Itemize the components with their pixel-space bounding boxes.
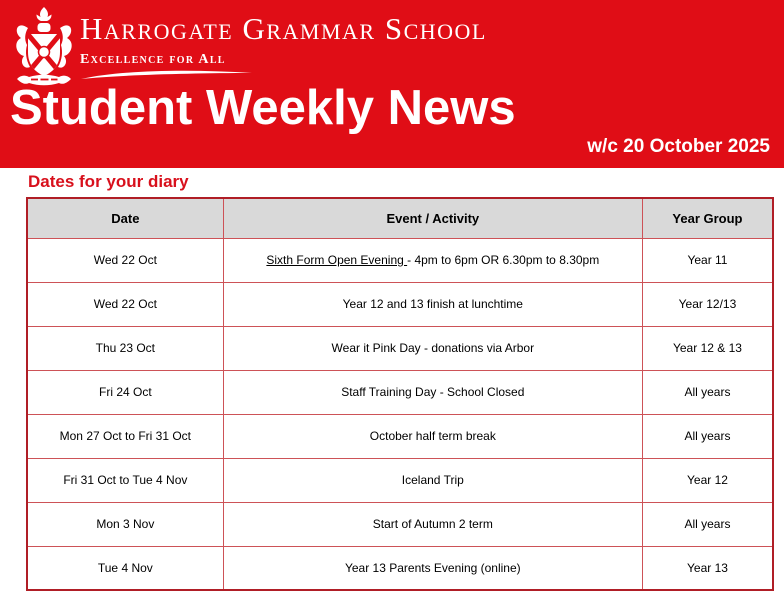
school-tagline: Excellence for All [80, 51, 226, 67]
diary-table-body [27, 238, 773, 590]
table-row [27, 326, 773, 370]
event-text: Wear it Pink Day - donations via Arbor [331, 341, 535, 355]
section-title: Dates for your diary [28, 172, 189, 191]
event-cell [223, 502, 642, 546]
event-cell [223, 458, 642, 502]
event-text: - 4pm to 6pm OR 6.30pm to 8.30pm [407, 253, 600, 267]
table-row [27, 546, 773, 590]
table-header-row [27, 198, 773, 238]
date-cell: Mon 27 Oct to Fri 31 Oct [27, 414, 223, 458]
column-header-year-group: Year Group [642, 198, 773, 238]
event-link[interactable]: Sixth Form Open Evening [266, 253, 408, 267]
table-row [27, 502, 773, 546]
year-group-cell: Year 11 [642, 238, 773, 282]
year-group-cell: Year 13 [642, 546, 773, 590]
event-cell [223, 238, 642, 282]
date-cell: Fri 24 Oct [27, 370, 223, 414]
diary-table [26, 197, 774, 591]
school-name: Harrogate Grammar School [80, 11, 487, 46]
date-cell: Fri 31 Oct to Tue 4 Nov [27, 458, 223, 502]
event-text: Iceland Trip [401, 473, 464, 487]
table-row [27, 282, 773, 326]
swoosh-underline [80, 69, 254, 82]
table-row [27, 458, 773, 502]
year-group-cell: All years [642, 502, 773, 546]
event-cell [223, 326, 642, 370]
date-cell: Tue 4 Nov [27, 546, 223, 590]
table-row [27, 238, 773, 282]
school-brand-block [80, 13, 487, 82]
table-row [27, 370, 773, 414]
year-group-cell: All years [642, 414, 773, 458]
event-text: Start of Autumn 2 term [372, 517, 493, 531]
year-group-cell: Year 12 [642, 458, 773, 502]
week-commencing-date: w/c 20 October 2025 [587, 136, 770, 157]
date-cell: Wed 22 Oct [27, 238, 223, 282]
date-cell: Mon 3 Nov [27, 502, 223, 546]
year-group-cell: Year 12/13 [642, 282, 773, 326]
year-group-cell: Year 12 & 13 [642, 326, 773, 370]
event-text: Year 12 and 13 finish at lunchtime [342, 297, 523, 311]
event-text: October half term break [369, 429, 496, 443]
table-row [27, 414, 773, 458]
event-text: Staff Training Day - School Closed [341, 385, 525, 399]
school-crest-logo [11, 5, 77, 89]
newsletter-title: Student Weekly News [10, 81, 516, 135]
event-cell [223, 546, 642, 590]
column-header-event: Event / Activity [223, 198, 642, 238]
event-cell [223, 370, 642, 414]
masthead-band [0, 0, 784, 168]
date-cell: Wed 22 Oct [27, 282, 223, 326]
date-cell: Thu 23 Oct [27, 326, 223, 370]
event-cell [223, 414, 642, 458]
year-group-cell: All years [642, 370, 773, 414]
event-text: Year 13 Parents Evening (online) [344, 560, 521, 575]
column-header-date: Date [27, 198, 223, 238]
event-cell [223, 282, 642, 326]
newsletter-body [0, 172, 784, 591]
